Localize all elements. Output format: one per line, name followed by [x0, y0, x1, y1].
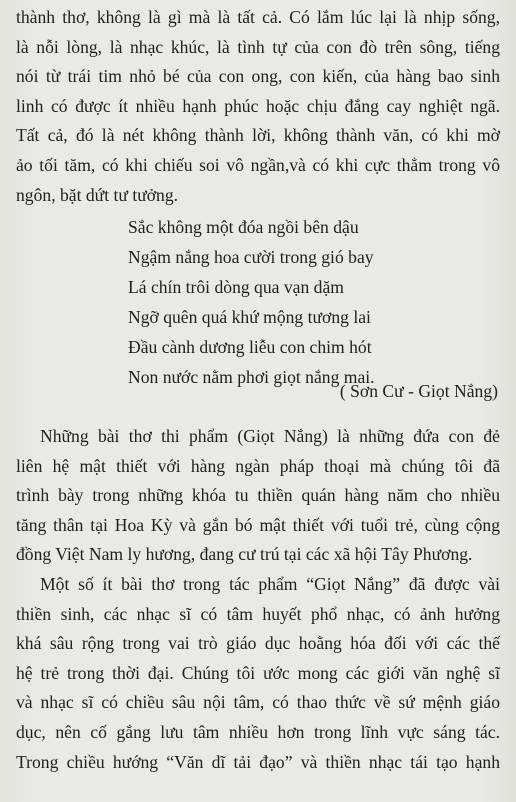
- paragraph-2: [16, 422, 500, 570]
- poem-line: Lá chín trôi dòng qua vạn dặm: [128, 277, 344, 297]
- poem-line: Đầu cành dương liễu con chim hót: [128, 337, 372, 357]
- paragraph-1-line: linh có được ít nhiều hạnh phúc hoặc chịu đắng cay nghiệt ngã.: [16, 95, 500, 116]
- poem-line: Ngậm nắng hoa cười trong gió bay: [128, 247, 374, 267]
- paragraph-1: [16, 3, 500, 210]
- paragraph-3-line: Một số ít bài thơ trong tác phẩm “Giọt Nắng” đã được vài: [40, 574, 500, 594]
- paragraph-1-line: Tất cả, đó là nét không thành lời, không thành văn, có khi mờ: [16, 125, 500, 146]
- poem-line: Non nước nằm phơi giọt nắng mai.: [128, 367, 375, 387]
- paragraph-1-line: ngôn, bặt dứt tư tưởng.: [16, 184, 179, 205]
- paragraph-1-line: nói từ trái tim nhỏ bé của con ong, con kiến, của hàng bao sinh: [16, 66, 500, 87]
- poem: [128, 212, 498, 392]
- poem-line: Sắc không một đóa ngồi bên dậu: [128, 217, 359, 237]
- poem-line: Ngỡ quên quá khứ mộng tương lai: [128, 307, 371, 327]
- paragraph-2-line: trình bày trong những khóa tu thiền quán hàng năm cho nhiều: [16, 485, 500, 506]
- paragraph-3-line: Trong chiều hướng “Văn dĩ tải đạo” và thiền nhạc tái tạo hạnh: [16, 751, 500, 772]
- paragraph-2-line: đồng Việt Nam ly hương, đang cư trú tại các xã hội Tây Phương.: [16, 544, 473, 565]
- paragraph-1-line: ảo tối tăm, có khi chiếu soi vô ngần,và có khi cực thẳm trong vô: [16, 154, 500, 175]
- paragraph-1-line: thành thơ, không là gì mà là tất cả. Có lắm lúc lại là nhịp sống,: [16, 7, 500, 27]
- paragraph-3-line: thiền sinh, các nhạc sĩ có tâm huyết phổ nhạc, có ảnh hưởng: [16, 603, 500, 624]
- paragraph-1-line: là nỗi lòng, là nhạc khúc, là tình tự của con đò trên sông, tiếng: [16, 36, 500, 57]
- paragraph-3-line: khá sâu rộng trong vai trò giáo dục hoằng hóa đối với các thế: [16, 633, 500, 654]
- paragraph-3: [16, 570, 500, 777]
- paragraph-2-line: tăng thân tại Hoa Kỳ và gắn bó mật thiết với tuổi trẻ, cùng cộng: [16, 514, 500, 535]
- paragraph-2-line: Những bài thơ thi phẩm (Giọt Nắng) là những đứa con đẻ: [40, 426, 500, 446]
- paragraph-2-line: liên hệ mật thiết với hàng ngàn pháp thoại mà chúng tôi đã: [16, 455, 500, 476]
- paragraph-3-line: và nhạc sĩ có chiều sâu nội tâm, có thao thức về sứ mệnh giáo: [16, 692, 500, 713]
- paragraph-3-line: dục, nên cố gắng lưu tâm nhiều hơn trong lĩnh vực sáng tác.: [16, 721, 500, 742]
- paragraph-3-line: hệ trẻ trong thời đại. Chúng tôi ước mong các giới văn nghệ sĩ: [16, 662, 500, 683]
- poem-attribution: ( Sơn Cư - Giọt Nắng): [339, 381, 498, 401]
